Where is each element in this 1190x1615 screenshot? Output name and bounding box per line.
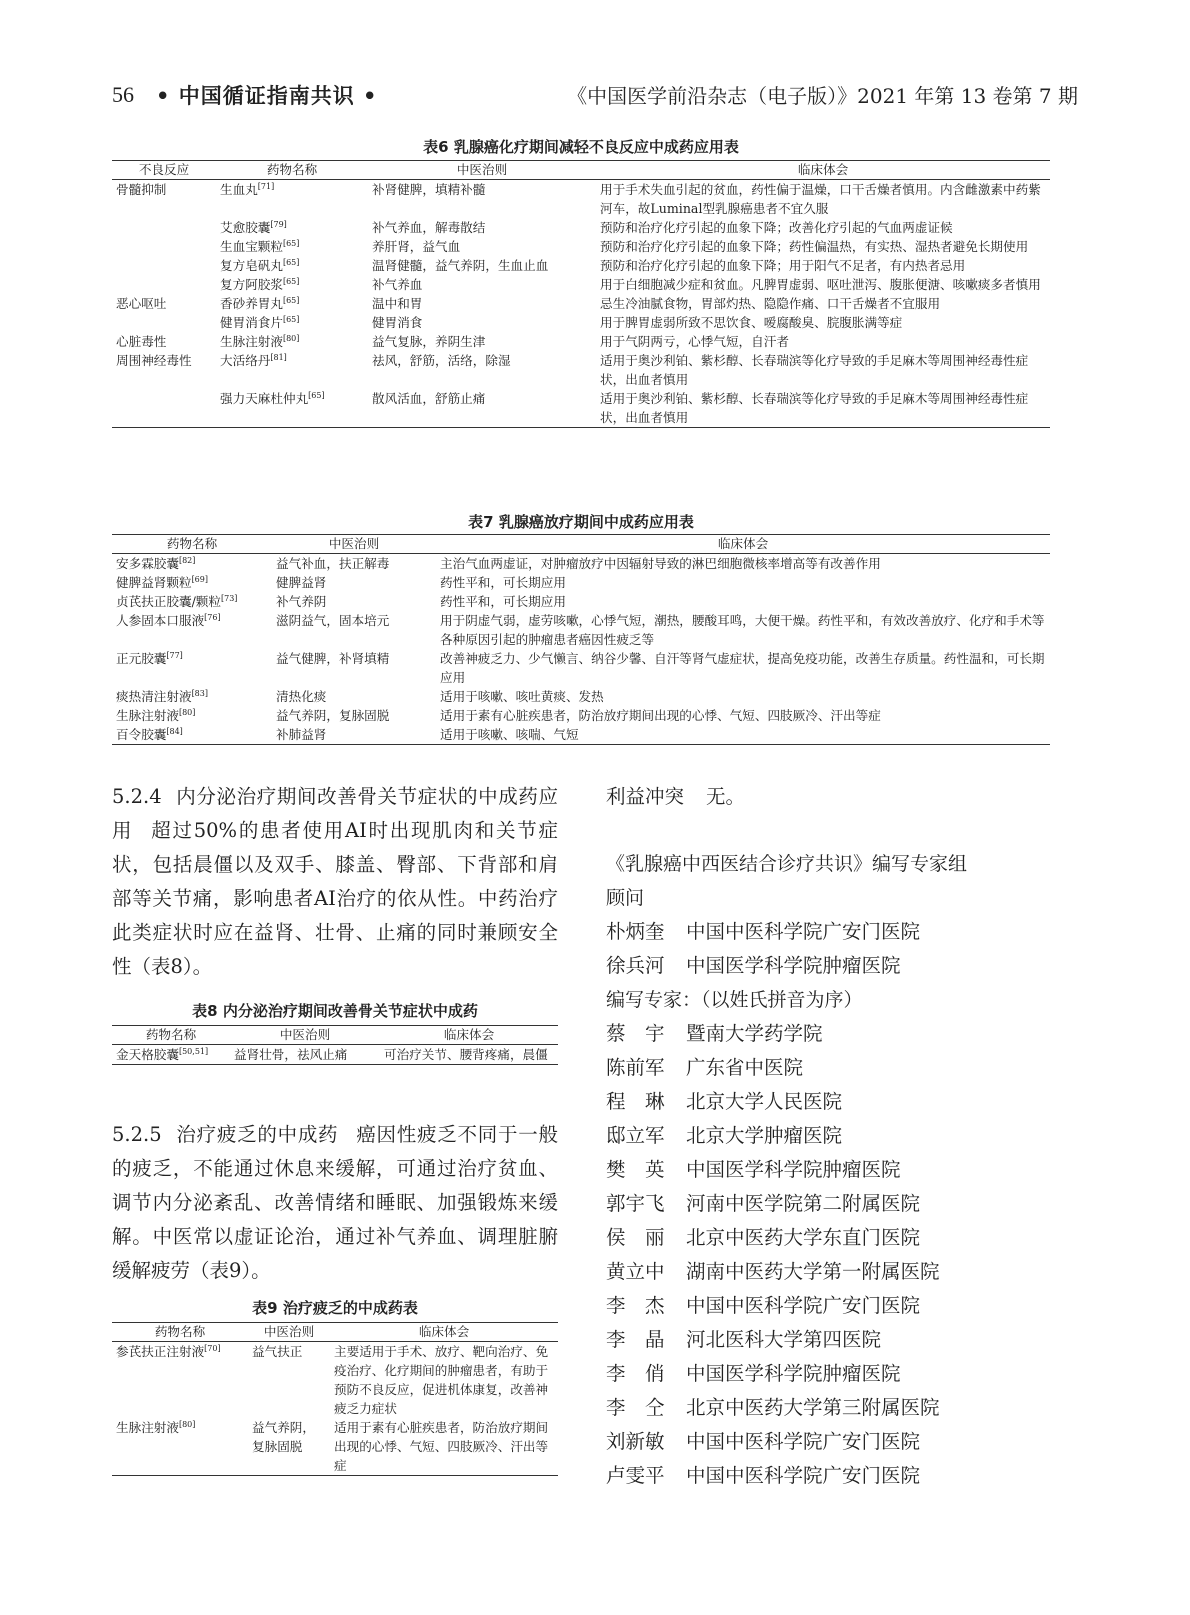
table-row	[112, 180, 1050, 219]
expert-row	[606, 1289, 1076, 1323]
table-cell: 骨髓抑制	[116, 182, 167, 197]
drug-name: 健脾益肾颗粒	[116, 575, 192, 590]
expert-org: 中国医学科学院肿瘤医院	[686, 954, 901, 977]
expert-row	[606, 1391, 1076, 1425]
table-row	[112, 649, 1050, 687]
citation: [70]	[204, 1343, 221, 1353]
expert-name: 程 琳	[606, 1090, 665, 1113]
expert-org: 中国中医科学院广安门医院	[686, 1430, 921, 1453]
citation: [65]	[282, 257, 300, 267]
table-cell: 主要适用于手术、放疗、靶向治疗、免疫治疗、化疗期间的肿瘤患者，有助于预防不良反应，促进机体康复，改善神疲乏力症状	[334, 1344, 549, 1416]
page-header	[112, 78, 1078, 112]
table-cell	[216, 275, 368, 294]
expert-org: 中国中医科学院广安门医院	[686, 1294, 921, 1317]
table6-header: 不良反应	[112, 161, 216, 180]
table-cell: 健脾益肾	[276, 575, 327, 590]
table7-header: 中医治则	[272, 535, 436, 554]
table8	[112, 1025, 558, 1065]
table-cell	[112, 573, 272, 592]
table9-header: 临床体会	[330, 1323, 558, 1342]
table-cell: 清热化痰	[276, 689, 327, 704]
table-cell: 散风活血，舒筋止痛	[368, 389, 596, 428]
expert-org: 中国中医科学院广安门医院	[686, 1464, 921, 1487]
table-cell: 忌生冷油腻食物，胃部灼热、隐隐作痛、口干舌燥者不宜服用	[600, 296, 941, 311]
expert-org: 广东省中医院	[686, 1056, 804, 1079]
citation: [80]	[178, 707, 196, 717]
expert-row	[606, 1187, 1076, 1221]
table-cell	[216, 351, 368, 389]
table7-header: 临床体会	[436, 535, 1050, 554]
expert-name: 樊 英	[606, 1158, 665, 1181]
page-number: 56	[112, 82, 134, 107]
table-cell: 养肝肾，益气血	[372, 239, 461, 254]
drug-name: 百令胶囊	[116, 727, 167, 742]
drug-name: 健胃消食片	[220, 315, 283, 330]
drug-name: 金天格胶囊	[116, 1047, 179, 1062]
table-cell	[216, 256, 368, 275]
drug-name: 正元胶囊	[116, 651, 167, 666]
table-cell	[112, 554, 272, 574]
drug-name: 复方皂矾丸	[220, 258, 283, 273]
table-row	[112, 256, 1050, 275]
table-cell: 适用于素有心脏疾患者，防治放疗期间出现的心悸、气短、四肢厥冷、汗出等症	[440, 708, 881, 723]
table7	[112, 534, 1050, 745]
expert-org: 北京大学人民医院	[686, 1090, 843, 1113]
table-cell: 适用于咳嗽、咳喘、气短	[436, 725, 1050, 745]
table9	[112, 1322, 558, 1476]
expert-row	[606, 1085, 1076, 1119]
expert-org: 中国医学科学院肿瘤医院	[686, 1158, 901, 1181]
drug-name: 生血宝颗粒	[220, 239, 283, 254]
table-cell: 益气扶正	[252, 1344, 303, 1359]
drug-name: 参芪扶正注射液	[116, 1344, 205, 1359]
section-5-2-5	[112, 1118, 558, 1288]
table-cell: 益肾壮骨，祛风止痛	[230, 1045, 380, 1065]
table-cell	[112, 1045, 230, 1065]
citation: [77]	[166, 650, 183, 660]
table8-caption: 表8 内分泌治疗期间改善骨关节症状中成药	[192, 1002, 478, 1020]
section-title: • 中国循证指南共识 •	[156, 84, 378, 108]
expert-name: 徐兵河	[606, 954, 665, 977]
expert-name: 李 俏	[606, 1362, 665, 1385]
advisor-list	[606, 915, 1076, 983]
expert-row	[606, 1153, 1076, 1187]
table-cell: 周围神经毒性	[116, 353, 192, 368]
table-cell: 益气复脉，养阴生津	[372, 334, 486, 349]
table-cell	[112, 313, 216, 332]
drug-name: 艾愈胶囊	[220, 220, 271, 235]
table-cell	[216, 294, 368, 313]
conflict-label: 利益冲突	[606, 785, 685, 808]
citation: [79]	[270, 219, 287, 229]
expert-name: 李 杰	[606, 1294, 665, 1317]
table-cell: 可治疗关节、腰背疼痛，晨僵	[380, 1045, 558, 1065]
table-cell: 药性平和，可长期应用	[440, 575, 566, 590]
drug-name: 香砂养胃丸	[220, 296, 283, 311]
expert-org: 湖南中医药大学第一附属医院	[686, 1260, 940, 1283]
section-number: 5.2.4	[112, 785, 162, 808]
table-cell: 用于白细胞减少症和贫血。凡脾胃虚弱、呕吐泄泻、腹胀便溏、咳嗽痰多者慎用	[600, 277, 1041, 292]
expert-org: 北京中医药大学东直门医院	[686, 1226, 921, 1249]
drug-name: 生血丸	[220, 182, 258, 197]
drug-name: 生脉注射液	[116, 1420, 179, 1435]
citation: [80]	[282, 333, 300, 343]
table-cell: 温肾健髓，益气养阴，生血止血	[372, 258, 549, 273]
citation: [65]	[282, 276, 300, 286]
citation: [83]	[191, 688, 208, 698]
table-cell: 预防和治疗化疗引起的血象下降；药性偏温热，有实热、湿热者避免长期使用	[600, 239, 1029, 254]
conflict-value: 无。	[706, 785, 746, 808]
drug-name: 生脉注射液	[116, 708, 179, 723]
section-body: 癌因性疲乏不同于一般的疲乏，不能通过休息来缓解，可通过治疗贫血、调节内分泌紊乱、改善情绪和睡眠、加强锻炼来缓解。中医常以虚证论治，通过补气养血、调理脏腑缓解疲劳（表9）。	[112, 1123, 558, 1282]
expert-name: 侯 丽	[606, 1226, 665, 1249]
table-cell: 适用于奥沙利铂、紫杉醇、长春瑞滨等化疗导致的手足麻木等周围神经毒性症状，出血者慎用	[596, 389, 1050, 428]
table8-header: 中医治则	[230, 1026, 380, 1045]
table-row	[112, 1418, 558, 1476]
table-cell: 补气养阴	[276, 594, 327, 609]
drug-name: 强力天麻杜仲丸	[220, 391, 309, 406]
table-cell	[112, 725, 272, 745]
table6-header: 药物名称	[216, 161, 368, 180]
advisor-label: 顾问	[606, 887, 645, 909]
table-cell: 恶心呕吐	[116, 296, 167, 311]
table-cell	[216, 237, 368, 256]
expert-row	[606, 1323, 1076, 1357]
table-row	[112, 687, 1050, 706]
table7-header: 药物名称	[112, 535, 272, 554]
expert-name: 朴炳奎	[606, 920, 665, 943]
section-number: 5.2.5	[112, 1123, 162, 1146]
conflict-of-interest	[606, 780, 1076, 814]
table-cell	[112, 275, 216, 294]
expert-group	[606, 847, 1076, 1493]
table-row	[112, 389, 1050, 428]
table-cell: 补气养血，解毒散结	[372, 220, 486, 235]
table-row	[112, 706, 1050, 725]
expert-org: 河北医科大学第四医院	[686, 1328, 882, 1351]
table-cell	[112, 1418, 248, 1476]
expert-org: 暨南大学药学院	[686, 1022, 823, 1045]
citation: [65]	[282, 238, 300, 248]
table7-caption: 表7 乳腺癌放疗期间中成药应用表	[468, 513, 694, 531]
table-cell: 用于气阴两亏，心悸气短，自汗者	[600, 334, 789, 349]
table-cell: 健胃消食	[372, 315, 423, 330]
table-cell: 主治气血两虚证，对肿瘤放疗中因辐射导致的淋巴细胞微核率增高等有改善作用	[440, 556, 881, 571]
table-row	[112, 1045, 558, 1065]
expert-name: 邸立军	[606, 1124, 665, 1147]
drug-name: 大活络丹	[220, 353, 271, 368]
expert-row	[606, 949, 1076, 983]
expert-row	[606, 1017, 1076, 1051]
table-row	[112, 611, 1050, 649]
table-cell: 益气养阴，复脉固脱	[248, 1418, 330, 1476]
expert-org: 中国中医科学院广安门医院	[686, 920, 921, 943]
table-cell: 补肺益肾	[272, 725, 436, 745]
table-cell	[216, 180, 368, 219]
table-cell: 适用于奥沙利铂、紫杉醇、长春瑞滨等化疗导致的手足麻木等周围神经毒性症状，出血者慎用	[600, 353, 1029, 387]
expert-row	[606, 1357, 1076, 1391]
drug-name: 人参固本口服液	[116, 613, 205, 628]
table9-caption: 表9 治疗疲乏的中成药表	[252, 1299, 418, 1317]
table-cell	[112, 1342, 248, 1419]
table-cell	[216, 313, 368, 332]
table-row	[112, 294, 1050, 313]
drug-name: 痰热清注射液	[116, 689, 192, 704]
table-cell	[216, 332, 368, 351]
citation: [65]	[308, 390, 325, 400]
table-cell: 心脏毒性	[116, 334, 167, 349]
expert-row	[606, 1221, 1076, 1255]
table-cell	[112, 611, 272, 649]
table-cell	[112, 389, 216, 428]
drug-name: 贞芪扶正胶囊/颗粒	[116, 594, 221, 609]
table-cell	[112, 687, 272, 706]
table-row	[112, 725, 1050, 745]
expert-name: 蔡 宇	[606, 1022, 665, 1045]
table-row	[112, 218, 1050, 237]
section-heading: 治疗疲乏的中成药	[175, 1123, 339, 1146]
expert-org: 河南中医学院第二附属医院	[686, 1192, 921, 1215]
expert-group-title: 《乳腺癌中西医结合诊疗共识》编写专家组	[606, 853, 968, 875]
table8-header: 临床体会	[380, 1026, 558, 1045]
table-cell: 补气养血	[372, 277, 423, 292]
expert-name: 郭宇飞	[606, 1192, 665, 1215]
citation: [69]	[191, 574, 208, 584]
expert-org: 北京大学肿瘤医院	[686, 1124, 843, 1147]
table-cell	[112, 237, 216, 256]
table9-header: 药物名称	[112, 1323, 248, 1342]
table-cell: 预防和治疗化疗引起的血象下降；用于阳气不足者，有内热者忌用	[600, 258, 966, 273]
table-row	[112, 592, 1050, 611]
table-cell: 滋阴益气，固本培元	[276, 613, 390, 628]
citation: [65]	[282, 295, 300, 305]
expert-row	[606, 1051, 1076, 1085]
expert-org: 中国医学科学院肿瘤医院	[686, 1362, 901, 1385]
table-cell: 适用于素有心脏疾患者，防治放疗期间出现的心悸、气短、四肢厥冷、汗出等症	[330, 1418, 558, 1476]
table-cell: 益气健脾，补肾填精	[276, 651, 390, 666]
table-row	[112, 275, 1050, 294]
table6-header: 中医治则	[368, 161, 596, 180]
citation: [84]	[166, 726, 183, 736]
expert-name: 李 晶	[606, 1328, 665, 1351]
expert-name: 李 仝	[606, 1396, 665, 1419]
section-5-2-4	[112, 780, 558, 984]
table-row	[112, 237, 1050, 256]
citation: [81]	[270, 352, 287, 362]
table-cell: 改善神疲乏力、少气懒言、纳谷少馨、自汗等肾气虚症状，提高免疫功能，改善生存质量。药性温和，可长期应用	[440, 651, 1045, 685]
table-cell: 补肾健脾，填精补髓	[372, 182, 486, 197]
table6-caption: 表6 乳腺癌化疗期间减轻不良反应中成药应用表	[423, 138, 739, 156]
expert-row	[606, 1425, 1076, 1459]
table-cell: 祛风，舒筋，活络，除湿	[372, 353, 511, 368]
table-row	[112, 351, 1050, 389]
expert-name: 黄立中	[606, 1260, 665, 1283]
journal-title: 《中国医学前沿杂志（电子版）》2021 年第 13 卷第 7 期	[567, 84, 1078, 108]
table-row	[112, 554, 1050, 574]
table8-header: 药物名称	[112, 1026, 230, 1045]
table-cell	[216, 218, 368, 237]
expert-row	[606, 1459, 1076, 1493]
citation: [65]	[282, 314, 300, 324]
table-cell: 用于阴虚气弱，虚劳咳嗽，心悸气短，潮热，腰酸耳鸣，大便干燥。药性平和，有效改善放疗、化疗和手术等各种原因引起的肿瘤患者癌因性疲乏等	[440, 613, 1045, 647]
citation: [76]	[204, 612, 221, 622]
table-cell	[112, 218, 216, 237]
section-heading: 内分泌治疗期间改善骨关节症状的中成药应用	[112, 785, 558, 842]
table-row	[112, 332, 1050, 351]
expert-name: 刘新敏	[606, 1430, 665, 1453]
citation: [80]	[178, 1419, 196, 1429]
table-cell: 用于脾胃虚弱所致不思饮食、嗳腐酸臭、脘腹胀满等症	[600, 315, 903, 330]
expert-row	[606, 1255, 1076, 1289]
table-cell	[112, 256, 216, 275]
writers-label: 编写专家：（以姓氏拼音为序）	[606, 989, 863, 1011]
citation: [71]	[257, 181, 275, 191]
expert-org: 北京中医药大学第三附属医院	[686, 1396, 940, 1419]
section-body: 超过50%的患者使用AI时出现肌肉和关节症状，包括晨僵以及双手、膝盖、臀部、下背部和肩部等关节痛，影响患者AI治疗的依从性。中药治疗此类症状时应在益肾、壮骨、止痛的同时兼顾安全性（表8）。	[112, 819, 558, 978]
writer-list	[606, 1017, 1076, 1493]
table-row	[112, 313, 1050, 332]
table-cell	[112, 649, 272, 687]
table-cell: 温中和胃	[372, 296, 423, 311]
citation: [82]	[178, 555, 196, 565]
table-cell	[216, 389, 368, 428]
table-cell: 预防和治疗化疗引起的血象下降；改善化疗引起的气血两虚证候	[600, 220, 953, 235]
drug-name: 复方阿胶浆	[220, 277, 283, 292]
table6-header: 临床体会	[596, 161, 1050, 180]
table-cell: 适用于咳嗽、咳吐黄痰、发热	[440, 689, 604, 704]
table-cell: 益气补血，扶正解毒	[276, 556, 390, 571]
drug-name: 生脉注射液	[220, 334, 283, 349]
expert-row	[606, 1119, 1076, 1153]
table9-header: 中医治则	[248, 1323, 330, 1342]
table-cell: 益气养阴，复脉固脱	[276, 708, 390, 723]
expert-name: 陈前军	[606, 1056, 665, 1079]
citation: [73]	[221, 593, 238, 603]
table-row	[112, 1342, 558, 1419]
table6	[112, 160, 1050, 428]
table-cell: 用于手术失血引起的贫血，药性偏于温燥，口干舌燥者慎用。内含雌激素中药紫河车，故Luminal型乳腺癌患者不宜久服	[600, 182, 1041, 216]
drug-name: 安多霖胶囊	[116, 556, 179, 571]
table-cell	[112, 592, 272, 611]
expert-row	[606, 915, 1076, 949]
table-cell: 药性平和，可长期应用	[440, 594, 566, 609]
citation: [50,51]	[178, 1046, 209, 1056]
table-row	[112, 573, 1050, 592]
expert-name: 卢雯平	[606, 1464, 665, 1487]
table-cell	[112, 706, 272, 725]
